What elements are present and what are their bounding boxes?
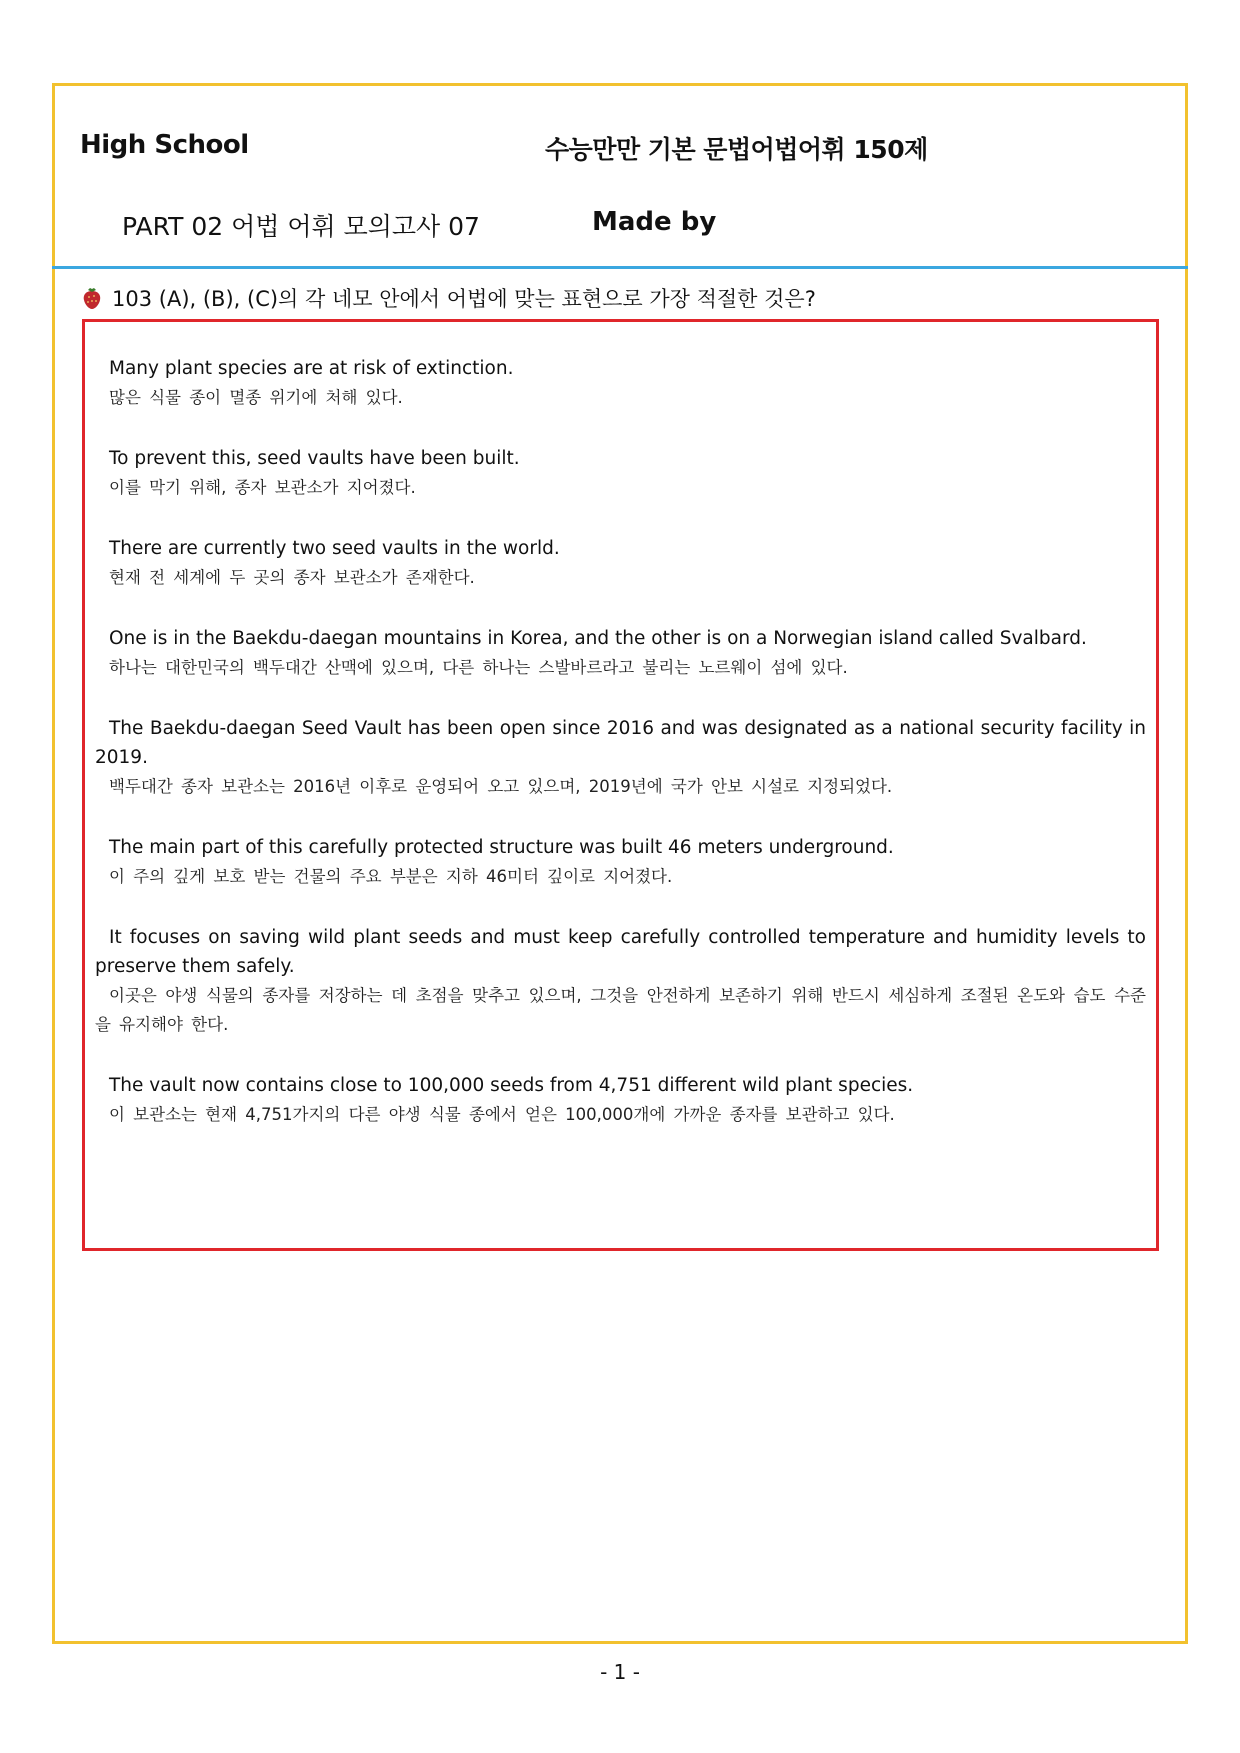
korean-translation: 이를 막기 위해, 종자 보관소가 지어졌다. — [109, 478, 416, 497]
korean-translation: 현재 전 세계에 두 곳의 종자 보관소가 존재한다. — [109, 568, 475, 587]
sentence-pair — [95, 354, 1146, 412]
english-sentence: One is in the Baekdu-daegan mountains in Korea, and the other is on a Norwegian island called Svalbard. — [109, 628, 1087, 649]
header-divider — [52, 266, 1188, 269]
english-sentence: The main part of this carefully protected structure was built 46 meters underground. — [109, 837, 894, 858]
korean-translation: 백두대간 종자 보관소는 2016년 이후로 운영되어 오고 있으며, 2019년에 국가 안보 시설로 지정되었다. — [109, 777, 893, 796]
question-text: 103 (A), (B), (C)의 각 네모 안에서 어법에 맞는 표현으로 가장 적절한 것은? — [112, 287, 816, 311]
sentence-pair — [95, 624, 1146, 682]
korean-translation: 이 보관소는 현재 4,751가지의 다른 야생 식물 종에서 얻은 100,000개에 가까운 종자를 보관하고 있다. — [109, 1105, 895, 1124]
made-by: Made by — [592, 207, 717, 237]
school-level: High School — [80, 130, 249, 160]
sentence-pair — [95, 833, 1146, 891]
sentence-pair — [95, 444, 1146, 502]
sentence-pair — [95, 1071, 1146, 1129]
english-sentence: Many plant species are at risk of extinction. — [109, 358, 514, 379]
sentence-pair — [95, 923, 1146, 1039]
korean-translation: 이 주의 깊게 보호 받는 건물의 주요 부분은 지하 46미터 깊이로 지어졌다. — [109, 867, 673, 886]
english-sentence: The vault now contains close to 100,000 seeds from 4,751 different wild plant species. — [109, 1075, 914, 1096]
english-sentence: There are currently two seed vaults in the world. — [109, 538, 560, 559]
english-sentence: It focuses on saving wild plant seeds and must keep carefully controlled temperature and humidity levels to preserve them safely. — [95, 927, 1146, 977]
korean-translation: 많은 식물 종이 멸종 위기에 처해 있다. — [109, 388, 403, 407]
english-sentence: The Baekdu-daegan Seed Vault has been open since 2016 and was designated as a national security facility in 2019. — [95, 718, 1146, 768]
sentence-pair — [95, 714, 1146, 801]
korean-translation: 하나는 대한민국의 백두대간 산맥에 있으며, 다른 하나는 스발바르라고 불리는 노르웨이 섬에 있다. — [109, 658, 848, 677]
question-box — [82, 319, 1159, 1251]
english-sentence: To prevent this, seed vaults have been built. — [109, 448, 520, 469]
korean-translation: 이곳은 야생 식물의 종자를 저장하는 데 초점을 맞추고 있으며, 그것을 안전하게 보존하기 위해 반드시 세심하게 조절된 온도와 습도 수준을 유지해야 한다. — [95, 986, 1146, 1034]
strawberry-icon — [82, 286, 102, 310]
sentence-pair — [95, 534, 1146, 592]
part-title: PART 02 어법 어휘 모의고사 07 — [122, 212, 480, 241]
question-prompt — [82, 283, 816, 313]
book-title: 수능만만 기본 문법어법어휘 150제 — [545, 135, 928, 164]
page-number: - 1 - — [600, 1660, 640, 1684]
